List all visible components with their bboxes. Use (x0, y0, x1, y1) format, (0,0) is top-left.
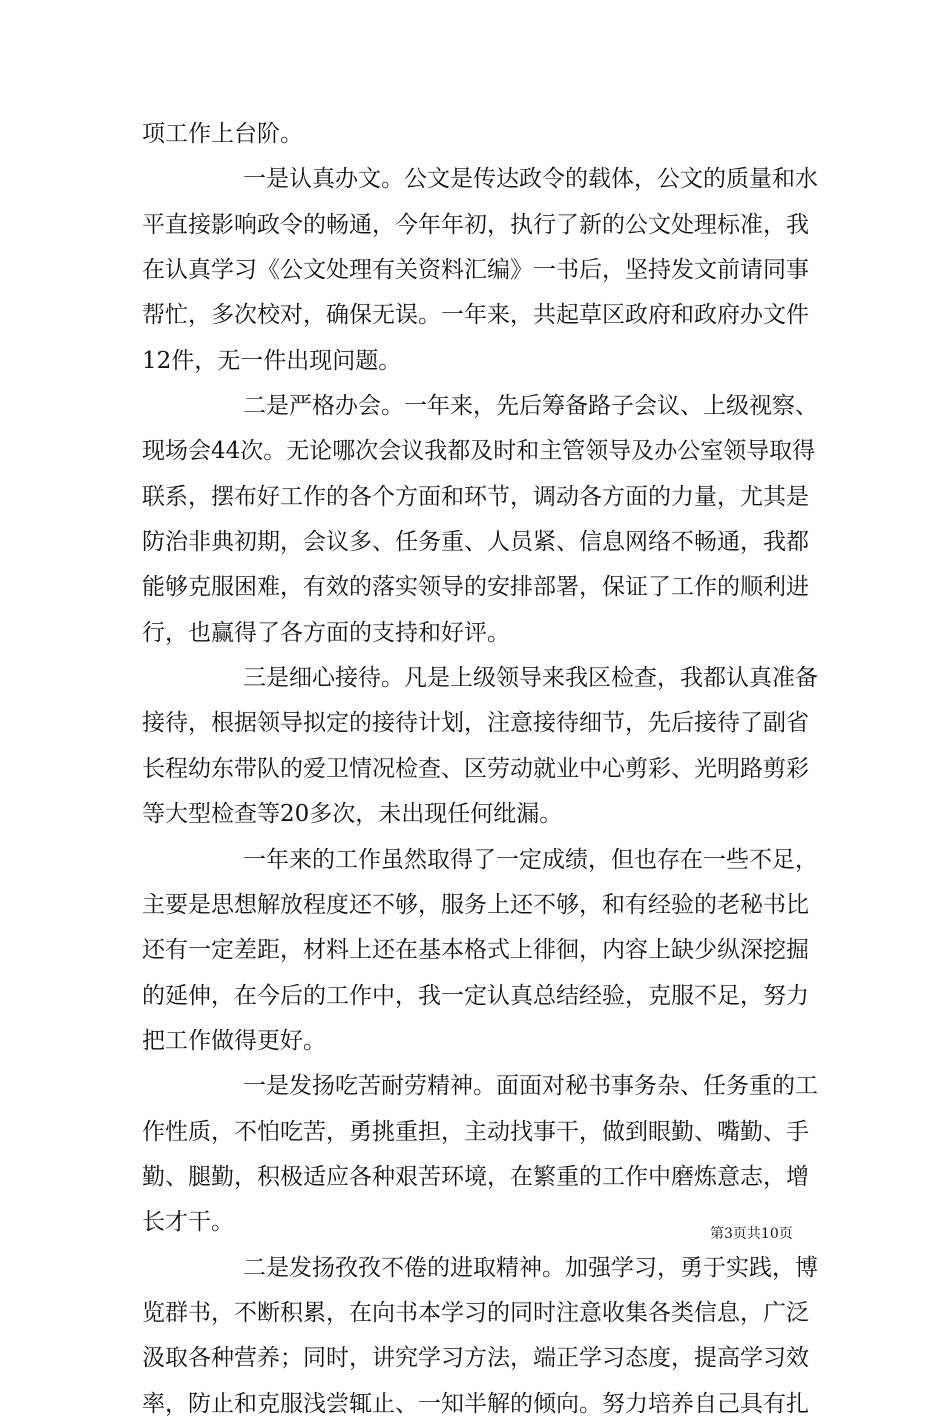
text-line: 在认真学习《公文处理有关资料汇编》一书后，坚持发文前请同事 (142, 257, 809, 284)
text-line: 项工作上台阶。 (142, 121, 303, 147)
text-line: 率，防止和克服浅尝辄止、一知半解的倾向。努力培养自己具有扎 (142, 1390, 809, 1417)
paragraph-first-line: 三是细心接待。凡是上级领导来我区检查，我都认真准备 (243, 665, 818, 692)
text-line: 勤、腿勤，积极适应各种艰苦环境，在繁重的工作中磨炼意志，增 (142, 1163, 809, 1190)
paragraph-first-line: 一是发扬吃苦耐劳精神。面面对秘书事务杂、任务重的工 (243, 1073, 818, 1100)
text-line: 主要是思想解放程度还不够，服务上还不够，和有经验的老秘书比 (142, 891, 809, 918)
text-line: 长才干。 (142, 1209, 234, 1236)
text-line: 现场会44次。无论哪次会议我都及时和主管领导及办公室领导取得 (142, 438, 816, 465)
text-line: 把工作做得更好。 (142, 1027, 326, 1054)
page-number: 第3页共10页 (710, 1226, 793, 1242)
paragraph-first-line: 一年来的工作虽然取得了一定成绩，但也存在一些不足， (243, 846, 818, 873)
text-line: 防治非典初期，会议多、任务重、人员紧、信息网络不畅通，我都 (142, 529, 809, 556)
text-line: 平直接影响政令的畅通，今年年初，执行了新的公文处理标准，我 (142, 211, 809, 238)
text-line: 帮忙，多次校对，确保无误。一年来，共起草区政府和政府办文件 (142, 302, 809, 329)
text-line: 长程幼东带队的爱卫情况检查、区劳动就业中心剪彩、光明路剪彩 (142, 755, 809, 782)
text-line: 汲取各种营养；同时，讲究学习方法，端正学习态度，提高学习效 (142, 1345, 809, 1372)
paragraph-first-line: 二是发扬孜孜不倦的进取精神。加强学习，勇于实践，博 (243, 1254, 818, 1281)
text-line: 12件，无一件出现问题。 (142, 347, 402, 374)
text-line: 的延伸，在今后的工作中，我一定认真总结经验，克服不足，努力 (142, 982, 809, 1009)
text-line: 能够克服困难，有效的落实领导的安排部署，保证了工作的顺利进 (142, 574, 809, 601)
text-line: 行，也赢得了各方面的支持和好评。 (142, 619, 510, 646)
text-line: 等大型检查等20多次，未出现任何纰漏。 (142, 801, 563, 828)
text-line: 联系，摆布好工作的各个方面和环节，调动各方面的力量，尤其是 (142, 483, 809, 510)
body-text (142, 112, 818, 1427)
paragraph-first-line: 一是认真办文。公文是传达政令的载体，公文的质量和水 (243, 166, 818, 193)
text-line: 作性质，不怕吃苦，勇挑重担，主动找事干，做到眼勤、嘴勤、手 (142, 1118, 809, 1145)
text-line: 览群书，不断积累，在向书本学习的同时注意收集各类信息，广泛 (142, 1299, 809, 1326)
paragraph-first-line: 二是严格办会。一年来，先后筹备路子会议、上级视察、 (243, 393, 818, 420)
text-line: 接待，根据领导拟定的接待计划，注意接待细节，先后接待了副省 (142, 710, 809, 737)
text-line: 还有一定差距，材料上还在基本格式上徘徊，内容上缺少纵深挖掘 (142, 937, 809, 964)
